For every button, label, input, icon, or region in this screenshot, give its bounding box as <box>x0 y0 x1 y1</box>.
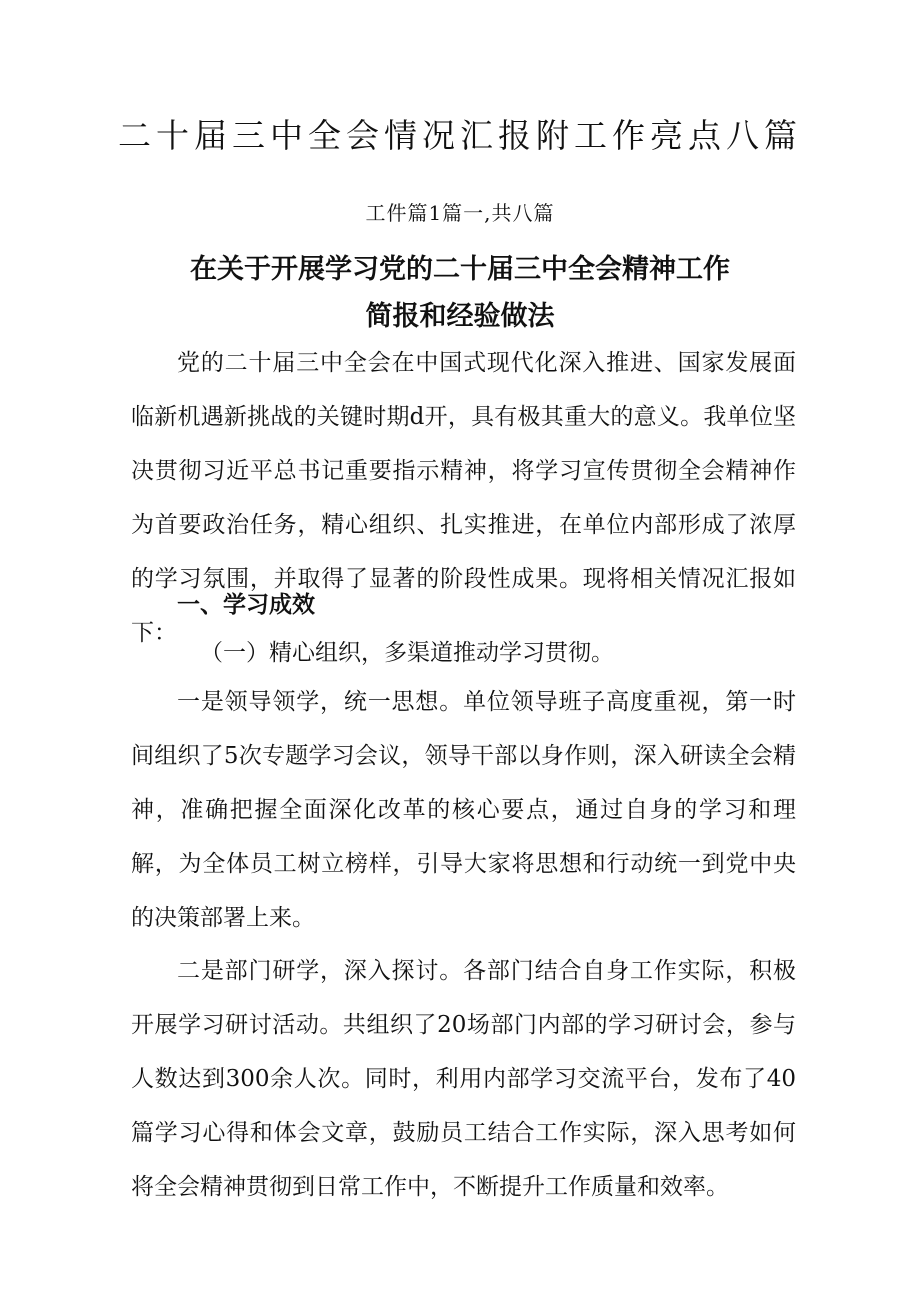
paragraph-point-two: 二是部门研学，深入探讨。各部门结合自身工作实际，积极开展学习研讨活动。共组织了20场部门内部的学习研讨会，参与人数达到300余人次。同时，利用内部学习交流平台，发布了40篇学习心得和体会文章，鼓励员工结合工作实际，深入思考如何将全会精神贯彻到日常工作中，不断提升工作质量和效率。 <box>131 958 796 1200</box>
article-heading-line-2: 简报和经验做法 <box>365 301 555 332</box>
article-heading-line-1: 在关于开展学习党的二十届三中全会精神工作 <box>190 254 730 285</box>
section-heading: 一、学习成效 <box>177 592 315 618</box>
document-subtitle: 工件篇1篇一,共八篇 <box>365 201 555 225</box>
document-title: 二十届三中全会情况汇报附工作亮点八篇 <box>118 116 802 155</box>
subsection-heading: （一）精心组织，多渠道推动学习贯彻。 <box>200 640 614 666</box>
intro-paragraph: 党的二十届三中全会在中国式现代化深入推进、国家发展面临新机遇新挑战的关键时期d开，具有极其重大的意义。我单位坚决贯彻习近平总书记重要指示精神，将学习宣传贯彻全会精神作为首要政治任务，精心组织、扎实推进，在单位内部形成了浓厚的学习氛围，并取得了显著的阶段性成果。现将相关情况汇报如下： <box>131 350 796 646</box>
paragraph-point-one: 一是领导领学，统一思想。单位领导班子高度重视，第一时间组织了5次专题学习会议，领导干部以身作则，深入研读全会精神，准确把握全面深化改革的核心要点，通过自身的学习和理解，为全体员工树立榜样，引导大家将思想和行动统一到党中央的决策部署上来。 <box>131 689 796 931</box>
